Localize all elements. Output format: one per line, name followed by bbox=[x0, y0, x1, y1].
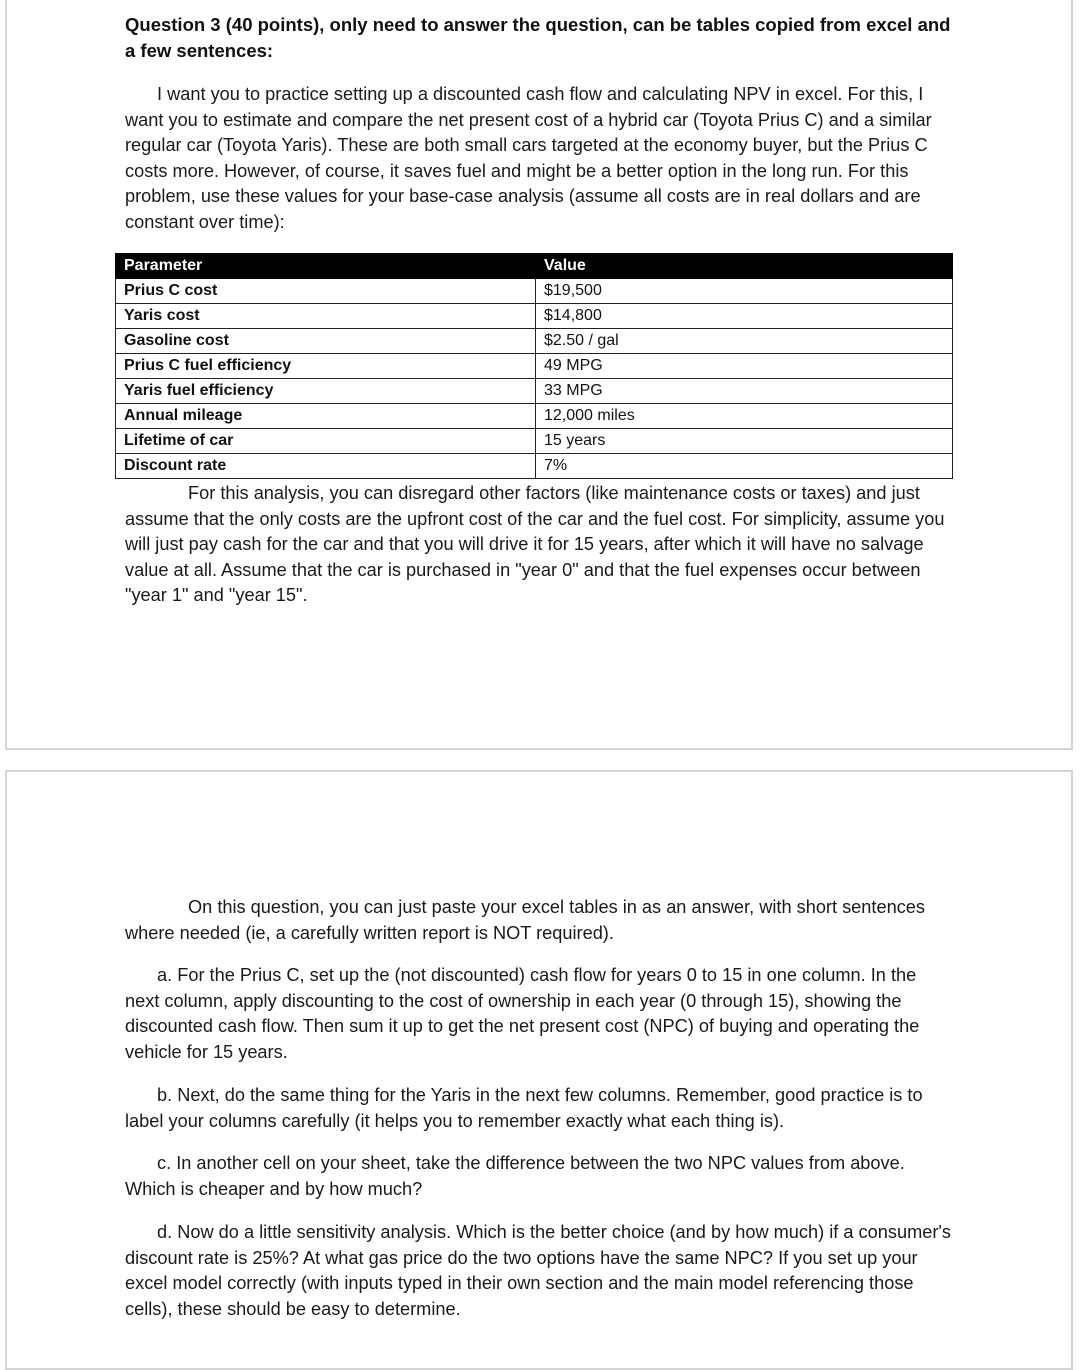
header-parameter: Parameter bbox=[116, 254, 536, 279]
param-name: Yaris cost bbox=[116, 304, 536, 329]
table-row bbox=[116, 279, 953, 304]
param-name: Prius C fuel efficiency bbox=[116, 354, 536, 379]
table-row bbox=[116, 379, 953, 404]
param-value: 49 MPG bbox=[536, 354, 953, 379]
question-heading: Question 3 (40 points), only need to answer the question, can be tables copied from excel and a few sentences: bbox=[125, 14, 951, 61]
question-intro: I want you to practice setting up a discounted cash flow and calculating NPV in excel. For this, I want you to estimate and compare the net present cost of a hybrid car (Toyota Prius C) and a similar regular car (Toyota Yaris). These are both small cars targeted at the economy buyer, but the Prius C costs more. However, of course, it saves fuel and might be a better option in the long run. For this problem, use these values for your base-case analysis (assume all costs are in real dollars and are constant over time): bbox=[125, 84, 932, 232]
header-value: Value bbox=[536, 254, 953, 279]
instructions-intro: On this question, you can just paste your excel tables in as an answer, with short sentences where needed (ie, a carefully written report is NOT required). bbox=[125, 897, 926, 943]
table-header-row bbox=[116, 254, 953, 279]
param-name: Yaris fuel efficiency bbox=[116, 379, 536, 404]
param-name: Annual mileage bbox=[116, 404, 536, 429]
param-value: 12,000 miles bbox=[536, 404, 953, 429]
table-row bbox=[116, 304, 953, 329]
param-value: 7% bbox=[536, 454, 953, 479]
param-value: 33 MPG bbox=[536, 379, 953, 404]
param-name: Prius C cost bbox=[116, 279, 536, 304]
param-value: 15 years bbox=[536, 429, 953, 454]
table-row bbox=[116, 329, 953, 354]
table-row bbox=[116, 429, 953, 454]
param-value: $2.50 / gal bbox=[536, 329, 953, 354]
part-d-text: d. Now do a little sensitivity analysis. Which is the better choice (and by how much) if a consumer's discount rate is 25%? At what gas price do the two options have the same NPC? If you set up your excel model correctly (with inputs typed in their own section and the main model referencing those cells), these should be easy to determine. bbox=[125, 1222, 951, 1319]
table-row bbox=[116, 454, 953, 479]
table-row bbox=[116, 354, 953, 379]
param-name: Lifetime of car bbox=[116, 429, 536, 454]
analysis-assumptions: For this analysis, you can disregard other factors (like maintenance costs or taxes) and just assume that the only costs are the upfront cost of the car and the fuel cost. For simplicity, assume you will just pay cash for the car and that you will drive it for 15 years, after which it will have no salvage value at all. Assume that the car is purchased in "year 0" and that the fuel expenses occur between "year 1" and "year 15". bbox=[125, 483, 945, 605]
param-name: Discount rate bbox=[116, 454, 536, 479]
part-b-text: b. Next, do the same thing for the Yaris in the next few columns. Remember, good practice is to label your columns carefully (it helps you to remember exactly what each thing is). bbox=[125, 1085, 923, 1131]
parameter-table bbox=[115, 253, 953, 479]
param-value: $14,800 bbox=[536, 304, 953, 329]
param-name: Gasoline cost bbox=[116, 329, 536, 354]
table-row bbox=[116, 404, 953, 429]
param-value: $19,500 bbox=[536, 279, 953, 304]
part-a-text: a. For the Prius C, set up the (not discounted) cash flow for years 0 to 15 in one column. In the next column, apply discounting to the cost of ownership in each year (0 through 15), showing the discounted cash flow. Then sum it up to get the net present cost (NPC) of buying and operating the vehicle for 15 years. bbox=[125, 965, 920, 1062]
part-c-text: c. In another cell on your sheet, take the difference between the two NPC values from above. Which is cheaper and by how much? bbox=[125, 1153, 905, 1199]
